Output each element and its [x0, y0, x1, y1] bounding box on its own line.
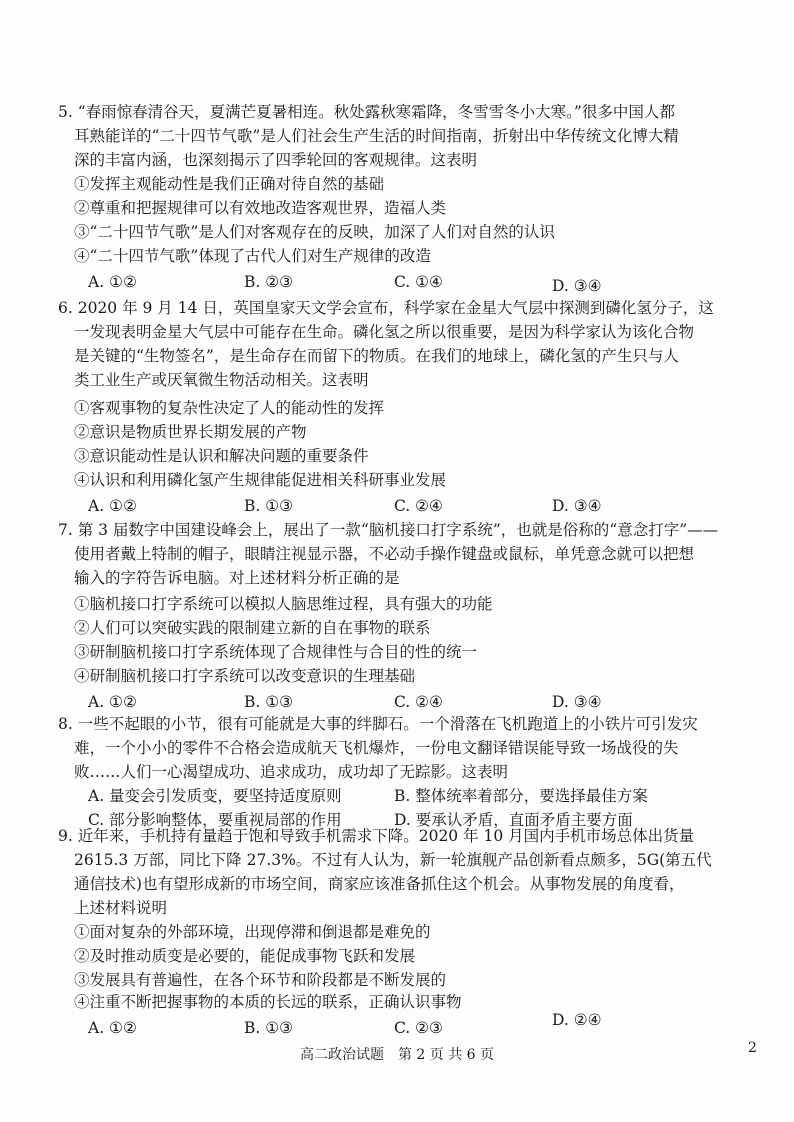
option-b: B. ②③	[244, 273, 294, 291]
question-text-line: 8. 一些不起眼的小节，很有可能就是大事的绊脚石。一个滑落在飞机跑道上的小铁片可引发灾	[58, 715, 698, 733]
question-text-line: 6. 2020 年 9 月 14 日，英国皇家天文学会宣布，科学家在金星大气层中探测到磷化氢分子，这	[58, 299, 714, 317]
question-text-line: 通信技术)也有望形成新的市场空间，商家应该准备抓住这个机会。从事物发展的角度看，	[74, 875, 685, 893]
question-text-line: 输入的字符告诉电脑。对上述材料分析正确的是	[74, 569, 400, 587]
option-d: D. ③④	[552, 497, 602, 515]
statement-4: ④“二十四节气歌”体现了古代人们对生产规律的改造	[74, 247, 431, 265]
statement-3: ③研制脑机接口打字系统体现了合规律性与合目的性的统一	[74, 643, 478, 661]
statement-1: ①面对复杂的外部环境，出现停滞和倒退都是难免的	[74, 923, 431, 941]
question-text-line: 2615.3 万部，同比下降 27.3%。不过有人认为，新一轮旗舰产品创新看点颇多，5G(第五代	[74, 851, 712, 869]
question-text-line: 一发现表明金星大气层中可能存在生命。磷化氢之所以很重要，是因为科学家认为该化合物	[74, 323, 695, 341]
question-text-line: 是关键的“生物签名”，是生命存在而留下的物质。在我们的地球上，磷化氢的产生只与人	[74, 347, 679, 365]
option-a: A. 量变会引发质变，要坚持适度原则	[88, 787, 342, 805]
option-a: A. ①②	[88, 497, 137, 515]
statement-1: ①脑机接口打字系统可以模拟人脑思维过程，具有强大的功能	[74, 595, 493, 613]
question-text-line: 使用者戴上特制的帽子，眼睛注视显示器，不必动手操作键盘或鼠标，单凭意念就可以把想	[74, 545, 695, 563]
option-d: D. ②④	[552, 1011, 602, 1029]
option-b: B. ①③	[244, 693, 294, 711]
statement-1: ①客观事物的复杂性决定了人的能动性的发挥	[74, 399, 385, 417]
option-b: B. ①③	[244, 497, 294, 515]
option-d: D. 要承认矛盾，直面矛盾主要方面	[394, 811, 633, 829]
statement-4: ④认识和利用磷化氢产生规律能促进相关科研事业发展	[74, 471, 447, 489]
question-text-line: 5. “春雨惊春清谷天，夏满芒夏暑相连。秋处露秋寒霜降，冬雪雪冬小大寒。”很多中国人都	[58, 103, 675, 121]
option-d: D. ③④	[552, 693, 602, 711]
question-text-line: 耳熟能详的“二十四节气歌”是人们社会生产生活的时间指南，折射出中华传统文化博大精	[74, 127, 679, 145]
statement-4: ④注重不断把握事物的本质的长远的联系，正确认识事物	[74, 993, 462, 1011]
option-c: C. ②④	[394, 693, 443, 711]
statement-3: ③发展具有普遍性，在各个环节和阶段都是不断发展的	[74, 971, 447, 989]
option-c: C. ①④	[394, 273, 443, 291]
statement-4: ④研制脑机接口打字系统可以改变意识的生理基础	[74, 667, 416, 685]
question-text-line: 难，一个小小的零件不合格会造成航天飞机爆炸，一份电文翻译错误能导致一场战役的失	[74, 739, 679, 757]
page-footer: 高二政治试题 第 2 页 共 6 页	[299, 1047, 495, 1063]
option-c: C. ②④	[394, 497, 443, 515]
question-text-line: 深的丰富内涵，也深刻揭示了四季轮回的客观规律。这表明	[74, 151, 478, 169]
option-b: B. 整体统率着部分，要选择最佳方案	[394, 787, 648, 805]
statement-2: ②尊重和把握规律可以有效地改造客观世界，造福人类	[74, 199, 447, 217]
question-text-line: 败……人们一心渴望成功、追求成功，成功却了无踪影。这表明	[74, 763, 509, 781]
statement-3: ③意识能动性是认识和解决问题的重要条件	[74, 447, 369, 465]
question-text-line: 9. 近年来，手机持有量趋于饱和导致手机需求下降。2020 年 10 月国内手机市场总体出货量	[58, 827, 695, 845]
option-a: A. ①②	[88, 273, 137, 291]
question-text-line: 7. 第 3 届数字中国建设峰会上，展出了一款“脑机接口打字系统”，也就是俗称的“意念打字”——	[58, 521, 719, 539]
page-number: 2	[748, 1040, 757, 1056]
statement-2: ②意识是物质世界长期发展的产物	[74, 423, 307, 441]
statement-3: ③“二十四节气歌”是人们对客观存在的反映，加深了人们对自然的认识	[74, 223, 555, 241]
option-a: A. ①②	[88, 693, 137, 711]
statement-1: ①发挥主观能动性是我们正确对待自然的基础	[74, 175, 385, 193]
statement-2: ②人们可以突破实践的限制建立新的自在事物的联系	[74, 619, 431, 637]
option-a: A. ①②	[88, 1019, 137, 1037]
question-text-line: 上述材料说明	[74, 899, 168, 917]
option-c: C. 部分影响整体，要重视局部的作用	[88, 811, 342, 829]
question-text-line: 类工业生产或厌氧微生物活动相关。这表明	[74, 371, 369, 389]
statement-2: ②及时推动质变是必要的，能促成事物飞跃和发展	[74, 947, 416, 965]
option-d: D. ③④	[552, 277, 602, 295]
option-b: B. ①③	[244, 1019, 294, 1037]
option-c: C. ②③	[394, 1019, 443, 1037]
